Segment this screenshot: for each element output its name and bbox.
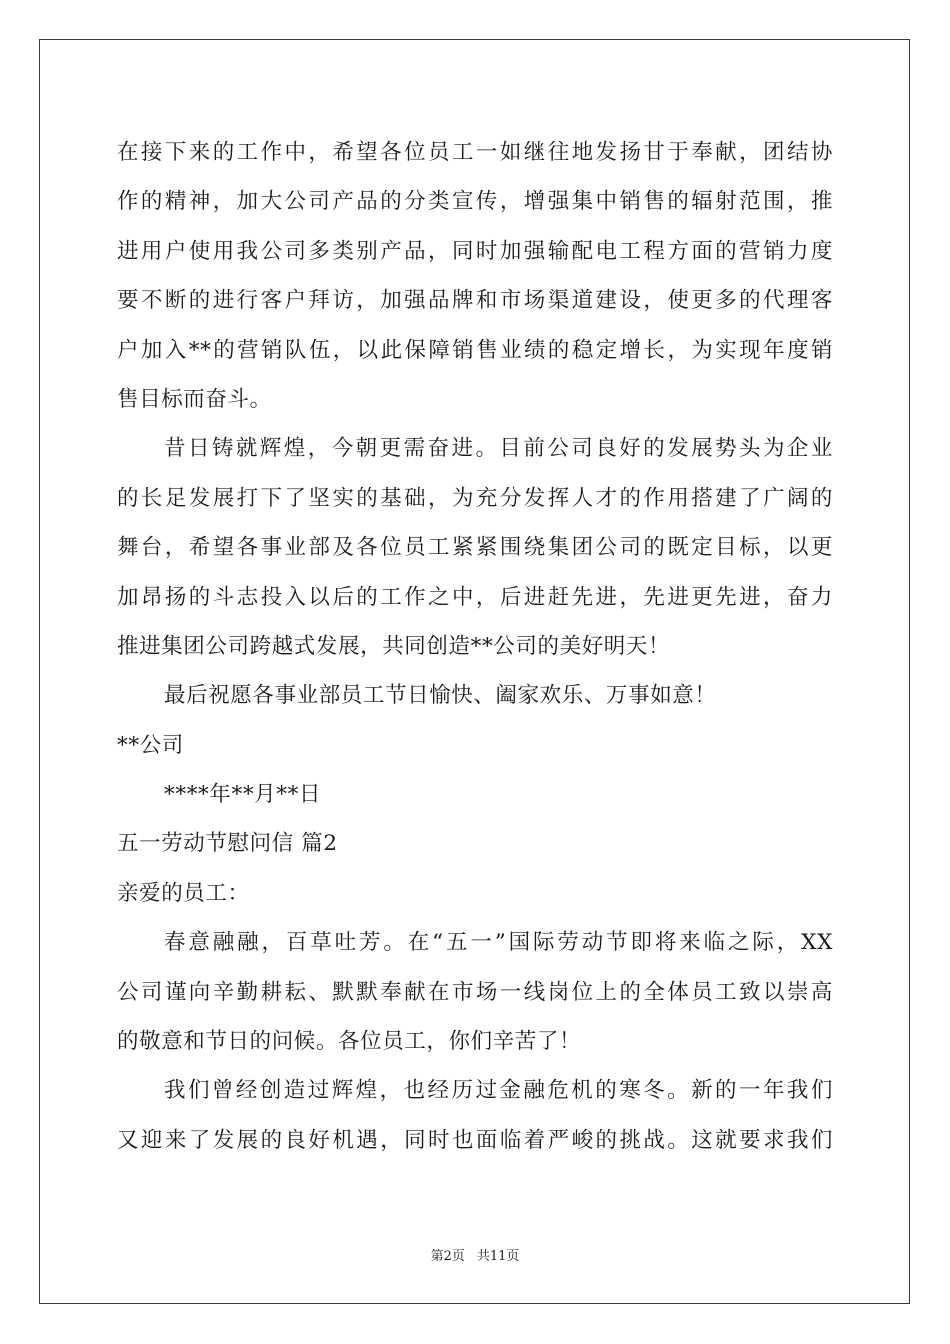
text-line: 昔日铸就辉煌，今朝更需奋进。目前公司良好的发展势头为企业 <box>164 436 833 462</box>
page-footer <box>0 1248 950 1266</box>
text-line: 户加入**的营销队伍，以此保障销售业绩的稳定增长，为实现年度销 <box>117 337 833 363</box>
text-line: 又迎来了发展的良好机遇，同时也面临着严峻的挑战。这就要求我们 <box>117 1127 833 1153</box>
section-title: 五一劳动节慰问信 篇2 <box>117 831 338 857</box>
text-line: 春意融融，百草吐芳。在“五一”国际劳动节即将来临之际，XX <box>164 930 833 956</box>
text-line: 加昂扬的斗志投入以后的工作之中，后进赶先进，先进更先进，奋力 <box>117 584 833 610</box>
page-number: 第2页 <box>430 1249 465 1264</box>
text-line: 公司谨向辛勤耕耘、默默奉献在市场一线岗位上的全体员工致以崇高 <box>117 979 833 1005</box>
text-line: 最后祝愿各事业部员工节日愉快、阖家欢乐、万事如意！ <box>164 683 717 709</box>
salutation: 亲爱的员工： <box>117 880 250 906</box>
signature-company: **公司 <box>117 732 184 758</box>
signature-date: ****年**月**日 <box>164 782 322 808</box>
text-line: 的敬意和节日的问候。各位员工，你们辛苦了！ <box>117 1029 582 1055</box>
text-line: 在接下来的工作中，希望各位员工一如继往地发扬甘于奉献，团结协 <box>117 140 833 165</box>
text-line: 我们曾经创造过辉煌，也经历过金融危机的寒冬。新的一年我们 <box>164 1078 833 1104</box>
text-line: 进用户使用我公司多类别产品，同时加强输配电工程方面的营销力度 <box>117 238 833 264</box>
text-line: 舞台，希望各事业部及各位员工紧紧围绕集团公司的既定目标，以更 <box>117 535 833 561</box>
text-line: 要不断的进行客户拜访，加强品牌和市场渠道建设，使更多的代理客 <box>117 288 833 314</box>
page-total: 共11页 <box>476 1249 520 1264</box>
text-line: 售目标而奋斗。 <box>117 386 272 412</box>
text-line: 作的精神，加大公司产品的分类宣传，增强集中销售的辐射范围，推 <box>117 189 833 215</box>
text-line: 的长足发展打下了坚实的基础，为充分发挥人才的作用搭建了广阔的 <box>117 485 833 511</box>
document-body <box>117 128 833 1165</box>
text-line: 推进集团公司跨越式发展，共同创造**公司的美好明天！ <box>117 633 671 659</box>
